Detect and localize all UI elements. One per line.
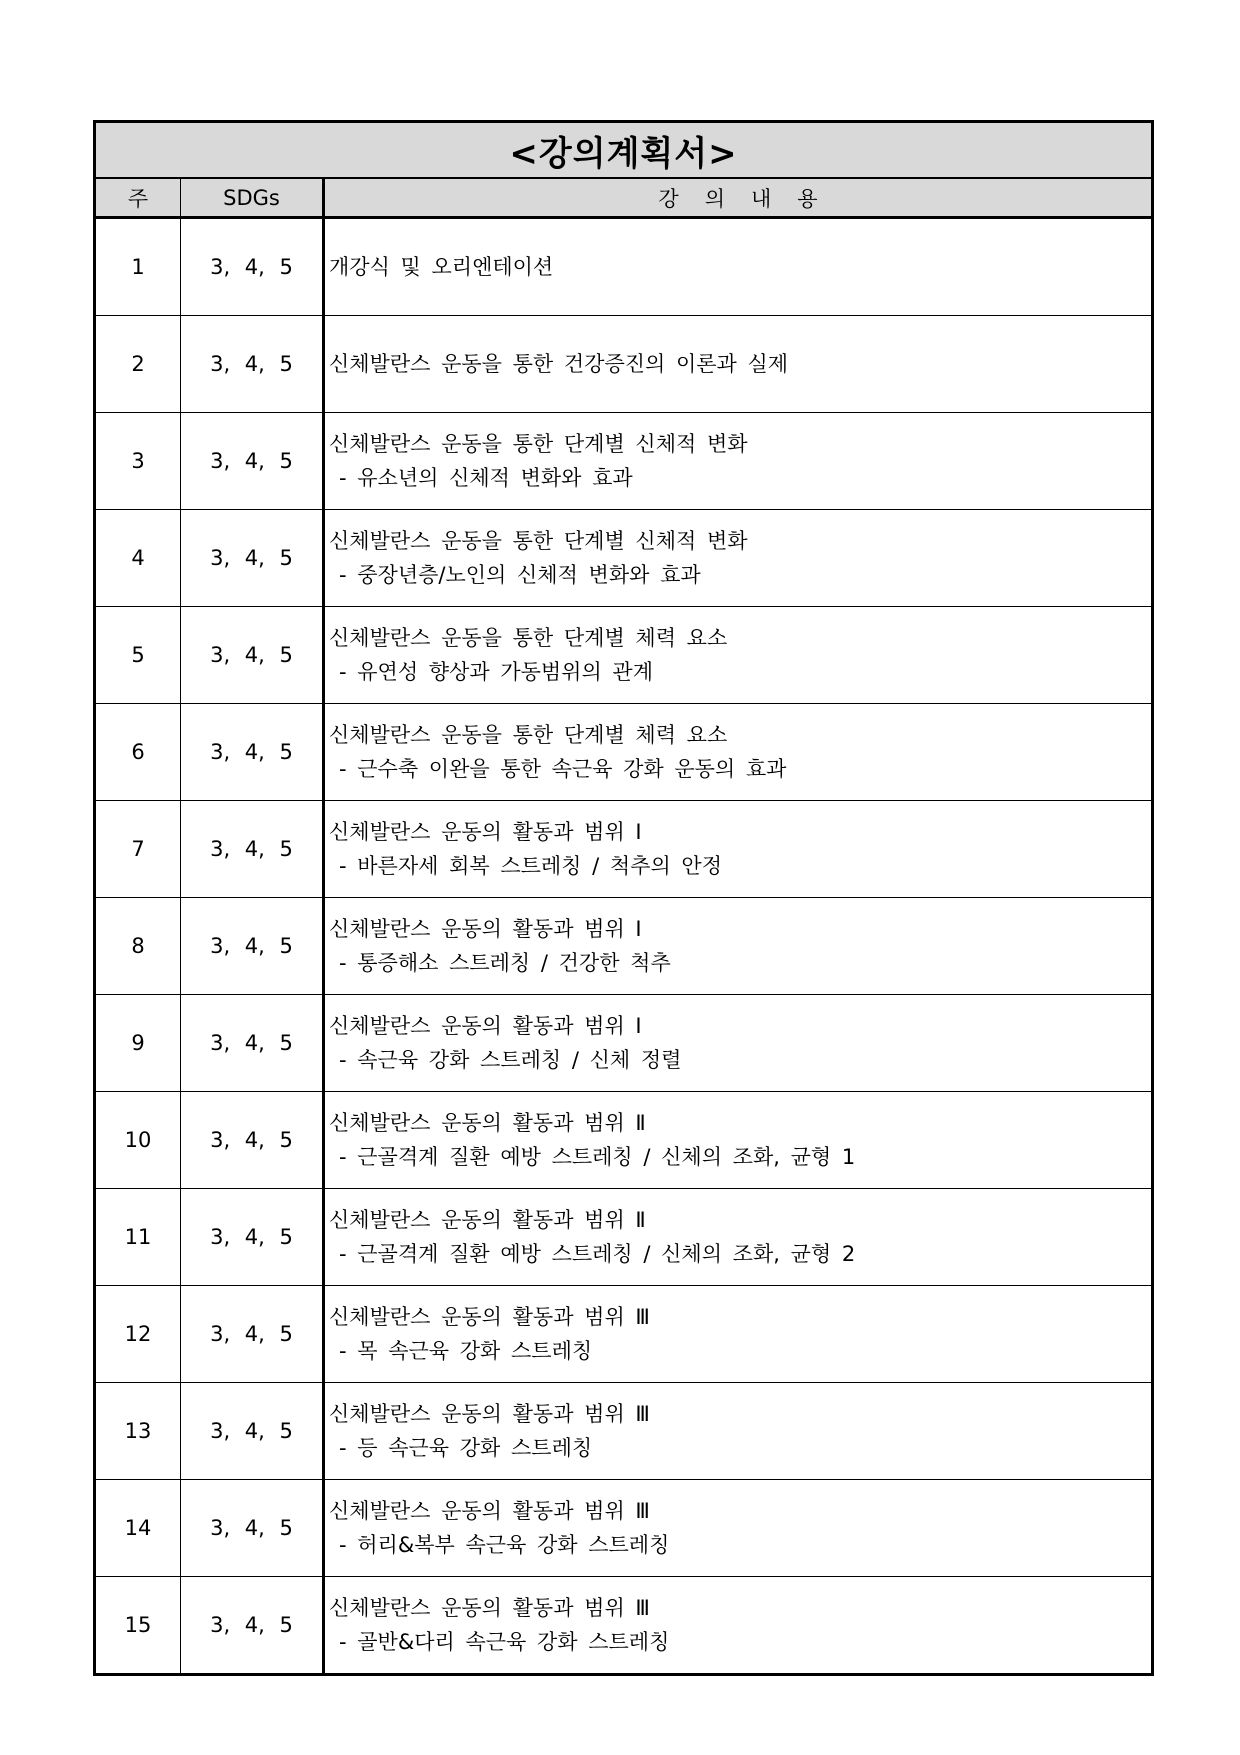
table-row <box>96 801 1151 898</box>
table-row <box>96 413 1151 510</box>
table-row <box>96 1286 1151 1383</box>
table-row <box>96 898 1151 995</box>
lecture-subtopic: - 허리&복부 속근육 강화 스트레칭 <box>339 1533 670 1557</box>
lecture-content <box>325 1092 1151 1188</box>
lecture-topic: 신체발란스 운동의 활동과 범위 Ⅰ <box>329 820 642 844</box>
lecture-content <box>325 995 1151 1091</box>
week-number: 1 <box>96 219 181 315</box>
week-number: 5 <box>96 607 181 703</box>
lecture-content <box>325 316 1151 412</box>
week-number: 12 <box>96 1286 181 1382</box>
lecture-subtopic: - 근골격계 질환 예방 스트레칭 / 신체의 조화, 균형 2 <box>339 1242 856 1266</box>
lecture-subtopic: - 중장년층/노인의 신체적 변화와 효과 <box>339 563 701 587</box>
document-title: <강의계획서> <box>96 123 1151 179</box>
table-row <box>96 704 1151 801</box>
table-header <box>96 179 1151 219</box>
lecture-topic: 신체발란스 운동을 통한 건강증진의 이론과 실제 <box>329 352 789 376</box>
table-row <box>96 1577 1151 1673</box>
lecture-topic: 신체발란스 운동을 통한 단계별 체력 요소 <box>329 626 728 650</box>
table-row <box>96 510 1151 607</box>
week-number: 6 <box>96 704 181 800</box>
sdgs-goals: 3, 4, 5 <box>181 1286 325 1382</box>
lecture-content <box>325 510 1151 606</box>
lecture-content <box>325 898 1151 994</box>
week-number: 15 <box>96 1577 181 1673</box>
week-number: 14 <box>96 1480 181 1576</box>
week-number: 9 <box>96 995 181 1091</box>
week-number: 10 <box>96 1092 181 1188</box>
lecture-content <box>325 1577 1151 1673</box>
sdgs-goals: 3, 4, 5 <box>181 801 325 897</box>
table-row <box>96 219 1151 316</box>
sdgs-goals: 3, 4, 5 <box>181 1383 325 1479</box>
lecture-subtopic: - 목 속근육 강화 스트레칭 <box>339 1339 593 1363</box>
sdgs-goals: 3, 4, 5 <box>181 995 325 1091</box>
lecture-subtopic: - 통증해소 스트레칭 / 건강한 척추 <box>339 951 671 975</box>
week-number: 4 <box>96 510 181 606</box>
week-number: 11 <box>96 1189 181 1285</box>
lecture-content <box>325 1189 1151 1285</box>
lecture-subtopic: - 골반&다리 속근육 강화 스트레칭 <box>339 1630 670 1654</box>
lecture-topic: 개강식 및 오리엔테이션 <box>329 255 554 279</box>
sdgs-goals: 3, 4, 5 <box>181 510 325 606</box>
week-number: 8 <box>96 898 181 994</box>
sdgs-goals: 3, 4, 5 <box>181 704 325 800</box>
sdgs-goals: 3, 4, 5 <box>181 1189 325 1285</box>
lecture-topic: 신체발란스 운동의 활동과 범위 Ⅲ <box>329 1402 650 1426</box>
lecture-topic: 신체발란스 운동의 활동과 범위 Ⅰ <box>329 1014 642 1038</box>
lecture-subtopic: - 근수축 이완을 통한 속근육 강화 운동의 효과 <box>339 757 787 781</box>
lecture-subtopic: - 바른자세 회복 스트레칭 / 척추의 안정 <box>339 854 722 878</box>
table-row <box>96 607 1151 704</box>
lecture-subtopic: - 등 속근육 강화 스트레칭 <box>339 1436 593 1460</box>
sdgs-goals: 3, 4, 5 <box>181 898 325 994</box>
lecture-content <box>325 607 1151 703</box>
lecture-topic: 신체발란스 운동의 활동과 범위 Ⅰ <box>329 917 642 941</box>
table-row <box>96 316 1151 413</box>
lecture-subtopic: - 근골격계 질환 예방 스트레칭 / 신체의 조화, 균형 1 <box>339 1145 856 1169</box>
lecture-topic: 신체발란스 운동의 활동과 범위 Ⅲ <box>329 1499 650 1523</box>
week-number: 3 <box>96 413 181 509</box>
lecture-content <box>325 1383 1151 1479</box>
lecture-content <box>325 801 1151 897</box>
header-sdgs: SDGs <box>181 179 325 216</box>
week-number: 13 <box>96 1383 181 1479</box>
lecture-topic: 신체발란스 운동의 활동과 범위 Ⅱ <box>329 1208 646 1232</box>
lecture-content <box>325 413 1151 509</box>
table-row <box>96 1480 1151 1577</box>
lecture-plan-table <box>93 120 1154 1676</box>
table-row <box>96 1383 1151 1480</box>
week-number: 7 <box>96 801 181 897</box>
sdgs-goals: 3, 4, 5 <box>181 1577 325 1673</box>
lecture-topic: 신체발란스 운동을 통한 단계별 체력 요소 <box>329 723 728 747</box>
sdgs-goals: 3, 4, 5 <box>181 413 325 509</box>
sdgs-goals: 3, 4, 5 <box>181 316 325 412</box>
table-row <box>96 1092 1151 1189</box>
sdgs-goals: 3, 4, 5 <box>181 1092 325 1188</box>
lecture-content <box>325 1286 1151 1382</box>
week-number: 2 <box>96 316 181 412</box>
header-week: 주 <box>96 179 181 216</box>
lecture-content <box>325 704 1151 800</box>
sdgs-goals: 3, 4, 5 <box>181 1480 325 1576</box>
table-body <box>96 219 1151 1673</box>
lecture-subtopic: - 속근육 강화 스트레칭 / 신체 정렬 <box>339 1048 682 1072</box>
lecture-topic: 신체발란스 운동의 활동과 범위 Ⅱ <box>329 1111 646 1135</box>
lecture-content <box>325 1480 1151 1576</box>
table-row <box>96 995 1151 1092</box>
lecture-subtopic: - 유연성 향상과 가동범위의 관계 <box>339 660 653 684</box>
sdgs-goals: 3, 4, 5 <box>181 607 325 703</box>
sdgs-goals: 3, 4, 5 <box>181 219 325 315</box>
lecture-topic: 신체발란스 운동의 활동과 범위 Ⅲ <box>329 1305 650 1329</box>
lecture-subtopic: - 유소년의 신체적 변화와 효과 <box>339 466 633 490</box>
lecture-topic: 신체발란스 운동을 통한 단계별 신체적 변화 <box>329 529 748 553</box>
lecture-topic: 신체발란스 운동을 통한 단계별 신체적 변화 <box>329 432 748 456</box>
lecture-topic: 신체발란스 운동의 활동과 범위 Ⅲ <box>329 1596 650 1620</box>
table-row <box>96 1189 1151 1286</box>
lecture-content <box>325 219 1151 315</box>
header-content: 강의내용 <box>658 186 844 211</box>
